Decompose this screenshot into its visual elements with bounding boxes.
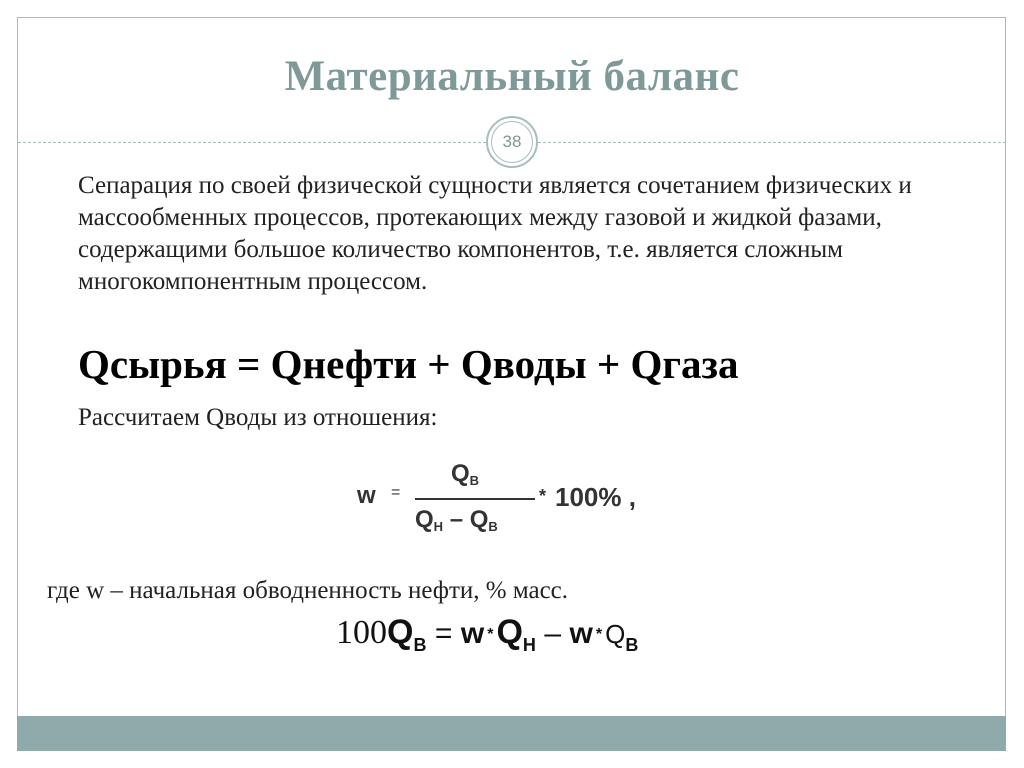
footer-bar [17,716,1006,751]
formula2-sub3: В [625,635,639,655]
formula2-star2: * [595,626,603,643]
formula1-denominator: $Q_Н - Q_В$ [415,506,498,534]
formula1-fraction-bar [415,498,535,500]
material-balance-equation: Qсырья = Qнефти + Qводы + Qгаза [78,341,739,387]
page-number: 38 [491,121,533,163]
slide-title: Материальный баланс [284,53,740,100]
formula2-hundred: 100 [336,614,387,651]
formula1-multiply: * [539,486,547,506]
formula1-w: w [357,482,376,509]
body-paragraph: Сепарация по своей физической сущности является сочетанием физических и массообменных процессов, протекающих между газовой и жидкой фазами, содержащими большое количество компонентов, т.е. является сложным многокомпонентным процессом. [78,172,912,295]
formula2-q2: Q [496,613,523,651]
formula1-percent: 100% , [555,482,636,512]
formula2-q1: Q [387,613,414,651]
water-flow-formula [336,613,756,673]
where-definition: где w – начальная обводненность нефти, % масс. [47,577,569,604]
water-cut-formula [357,458,667,544]
formula1-equals: = [391,484,401,501]
formula2-w2: w [569,617,593,650]
page-number-badge [486,116,538,168]
formula1-numerator: $Q_В$ [451,460,480,488]
formula2-sub1: В [413,635,427,655]
formula2-sub2: Н [522,635,536,655]
formula2-equals: = [434,617,453,650]
formula2-w1: w [460,617,485,650]
calc-instruction: Рассчитаем Qводы из отношения: [78,404,438,431]
formula2-q3: Q [605,619,626,649]
formula2-star1: * [487,626,494,643]
formula2-minus: – [544,617,562,650]
